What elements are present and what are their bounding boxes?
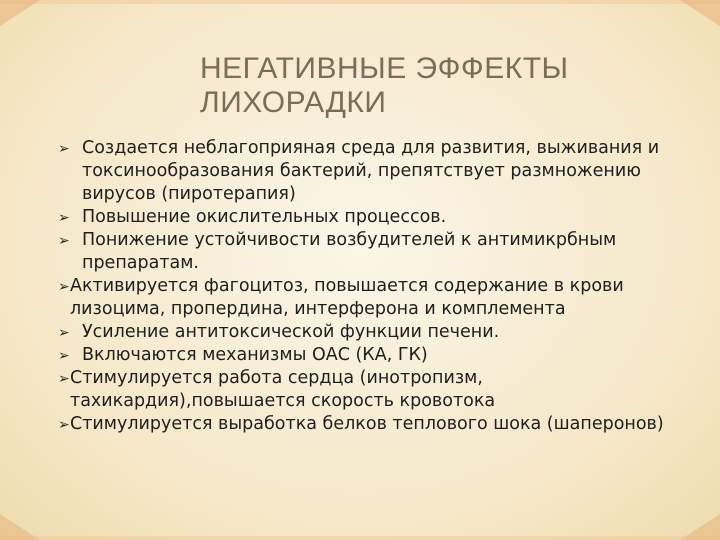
top-decorative-border	[0, 0, 720, 26]
list-item	[58, 321, 698, 344]
slide-title: НЕГАТИВНЫЕ ЭФФЕКТЫ ЛИХОРАДКИ	[200, 52, 569, 119]
arrowhead-bullet-icon: ➢	[58, 325, 70, 341]
list-item-text: Повышение окислительных процессов.	[82, 207, 447, 227]
list-item-text: Понижение устойчивости возбудителей к антимикрбным препаратам.	[82, 230, 617, 273]
list-item-text: Создается неблагоприяная среда для развития, выживания и токсинообразования бактерий, препятствует размножению вирусов (пиротерапия)	[82, 138, 660, 204]
arrowhead-bullet-icon: ➢	[58, 233, 70, 249]
list-item	[58, 344, 698, 367]
list-item-text: Стимулируется работа сердца (инотропизм, тахикардия),повышается скорость кровотока	[70, 368, 496, 411]
list-item	[58, 206, 698, 229]
arrowhead-bullet-icon: ➢	[58, 141, 70, 157]
list-item	[58, 367, 698, 413]
title-container	[200, 52, 620, 119]
bullet-list	[58, 137, 698, 436]
list-item	[58, 137, 698, 206]
list-item-text: Стимулируется выработка белков теплового шока (шаперонов)	[70, 414, 664, 434]
list-item	[58, 275, 698, 321]
list-item-text: Включаются механизмы ОАС (КА, ГК)	[82, 345, 428, 365]
list-item	[58, 413, 698, 436]
arrowhead-bullet-icon: ➢	[58, 371, 70, 387]
arrowhead-bullet-icon: ➢	[58, 417, 70, 433]
arrowhead-bullet-icon: ➢	[58, 348, 70, 364]
bottom-decorative-border	[0, 514, 720, 540]
arrowhead-bullet-icon: ➢	[58, 279, 70, 295]
list-item-text: Усиление антитоксической функции печени.	[82, 322, 500, 342]
list-item-text: Активируется фагоцитоз, повышается содержание в крови лизоцима, пропердина, интерферона и комплемента	[70, 276, 624, 319]
list-item	[58, 229, 698, 275]
arrowhead-bullet-icon: ➢	[58, 210, 70, 226]
